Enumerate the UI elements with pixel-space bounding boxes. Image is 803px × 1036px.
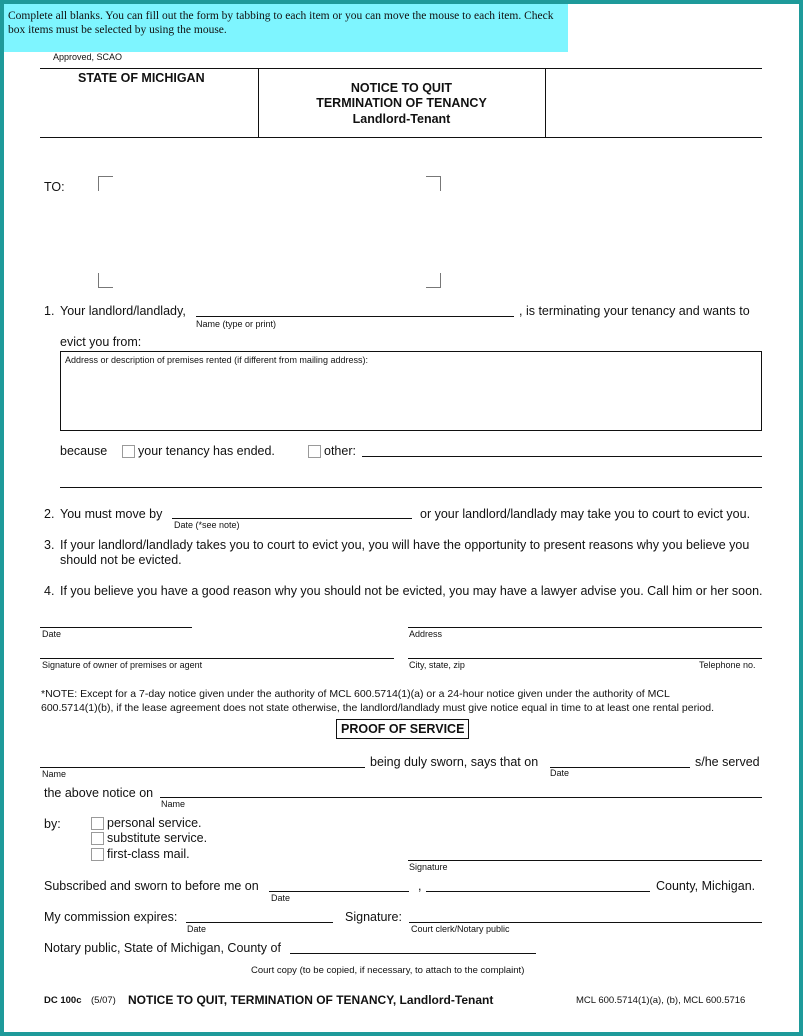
- commission-date-caption: Date: [187, 924, 207, 934]
- item3-line2: should not be evicted.: [60, 553, 182, 567]
- sworn-date-field[interactable]: [269, 891, 409, 892]
- other-reason-checkbox[interactable]: [308, 445, 321, 458]
- footer-mcl: MCL 600.5714(1)(a), (b), MCL 600.5716: [576, 995, 746, 1006]
- item2-prefix: You must move by: [60, 507, 163, 521]
- note-line1: *NOTE: Except for a 7-day notice given under the authority of MCL 600.5714(1)(a) or a 24-hour notice given under the authority of MCL: [41, 688, 670, 700]
- city-state-zip-caption: City, state, zip: [409, 660, 465, 670]
- header-top-rule: [40, 68, 762, 69]
- footer-title: NOTICE TO QUIT, TERMINATION OF TENANCY, Landlord-Tenant: [128, 993, 494, 1007]
- address-field[interactable]: [408, 627, 762, 628]
- subscribed-text: Subscribed and sworn to before me on: [44, 879, 259, 893]
- move-by-date-field[interactable]: [172, 518, 412, 519]
- premises-address-caption: Address or description of premises rented (if different from mailing address):: [65, 355, 368, 365]
- city-state-zip-field[interactable]: [408, 658, 762, 659]
- service-date-caption: Date: [550, 768, 570, 778]
- owner-signature-caption: Signature of owner of premises or agent: [42, 660, 203, 670]
- clerk-signature-caption: Court clerk/Notary public: [411, 924, 510, 934]
- landlord-name-field[interactable]: [196, 316, 514, 317]
- form-page: [4, 4, 799, 1032]
- approved-label: Approved, SCAO: [53, 52, 123, 62]
- other-reason-field-line2[interactable]: [60, 487, 762, 488]
- evict-text: evict you from:: [60, 335, 142, 349]
- item4-text: If you believe you have a good reason why you should not be evicted, you may have a lawyer advise you. Call him or her soon.: [60, 584, 763, 598]
- substitute-service-label: substitute service.: [107, 831, 208, 845]
- because-label: because: [60, 444, 108, 458]
- above-notice-text: the above notice on: [44, 786, 154, 800]
- served-on-name-field[interactable]: [160, 797, 762, 798]
- instructions-banner: Complete all blanks. You can fill out the form by tabbing to each item or you can move the mouse to each item. Check box items must be selected by using the mouse.: [4, 4, 568, 52]
- tenancy-ended-checkbox[interactable]: [122, 445, 135, 458]
- server-signature-field[interactable]: [408, 860, 762, 861]
- item1-number: 1.: [44, 304, 55, 318]
- notice-date-caption: Date: [42, 629, 62, 639]
- address-caption: Address: [409, 629, 443, 639]
- other-reason-label: other:: [324, 444, 356, 458]
- item1-prefix: Your landlord/landlady,: [60, 304, 186, 318]
- proof-of-service-title: PROOF OF SERVICE: [336, 719, 469, 739]
- to-address-field[interactable]: [98, 176, 441, 288]
- note-line2: 600.5714(1)(b), if the lease agreement does not state otherwise, the landlord/landlady must give notice equal in time to at least one rental period.: [41, 702, 714, 714]
- server-name-field[interactable]: [40, 767, 365, 768]
- landlord-name-caption: Name (type or print): [196, 319, 277, 329]
- tenancy-ended-label: your tenancy has ended.: [138, 444, 275, 458]
- county-field[interactable]: [426, 891, 650, 892]
- form-title-1: NOTICE TO QUIT: [350, 81, 453, 95]
- by-label: by:: [44, 817, 61, 831]
- served-text: s/he served: [695, 755, 760, 769]
- item2-number: 2.: [44, 507, 55, 521]
- form-title-2: TERMINATION OF TENANCY: [316, 96, 487, 110]
- commission-date-field[interactable]: [186, 922, 333, 923]
- header-bottom-rule: [40, 137, 762, 138]
- telephone-caption: Telephone no.: [699, 660, 756, 670]
- sworn-date-caption: Date: [271, 893, 291, 903]
- served-on-name-caption: Name: [161, 799, 186, 809]
- sworn-comma: ,: [418, 879, 422, 893]
- owner-signature-field[interactable]: [40, 658, 394, 659]
- county-michigan-text: County, Michigan.: [656, 879, 756, 893]
- item3-line1: If your landlord/landlady takes you to court to evict you, you will have the opportunity to present reasons why you believe you: [60, 538, 750, 552]
- being-sworn-text: being duly sworn, says that on: [370, 755, 539, 769]
- header-divider-right: [545, 68, 546, 137]
- notary-county-field[interactable]: [290, 953, 536, 954]
- form-title-3: Landlord-Tenant: [352, 112, 451, 126]
- substitute-service-checkbox[interactable]: [91, 832, 104, 845]
- form-revision: (5/07): [91, 995, 116, 1006]
- personal-service-label: personal service.: [107, 816, 202, 830]
- other-reason-field[interactable]: [362, 456, 762, 457]
- move-by-date-caption: Date (*see note): [174, 520, 240, 530]
- premises-address-field[interactable]: [60, 351, 762, 431]
- personal-service-checkbox[interactable]: [91, 817, 104, 830]
- clerk-signature-label: Signature:: [345, 910, 402, 924]
- to-label: TO:: [44, 180, 65, 194]
- form-id: DC 100c: [44, 995, 82, 1006]
- notice-date-field[interactable]: [40, 627, 192, 628]
- service-date-field[interactable]: [550, 767, 690, 768]
- first-class-mail-checkbox[interactable]: [91, 848, 104, 861]
- notary-county-label: Notary public, State of Michigan, County of: [44, 941, 281, 955]
- first-class-mail-label: first-class mail.: [107, 847, 190, 861]
- commission-label: My commission expires:: [44, 910, 178, 924]
- state-label: STATE OF MICHIGAN: [78, 71, 205, 85]
- court-copy-text: Court copy (to be copied, if necessary, to attach to the complaint): [251, 965, 525, 976]
- server-signature-caption: Signature: [409, 862, 448, 872]
- item1-suffix: , is terminating your tenancy and wants to: [519, 304, 750, 318]
- clerk-signature-field[interactable]: [409, 922, 762, 923]
- item4-number: 4.: [44, 584, 55, 598]
- server-name-caption: Name: [42, 769, 67, 779]
- item3-number: 3.: [44, 538, 55, 552]
- item2-suffix: or your landlord/landlady may take you to court to evict you.: [420, 507, 751, 521]
